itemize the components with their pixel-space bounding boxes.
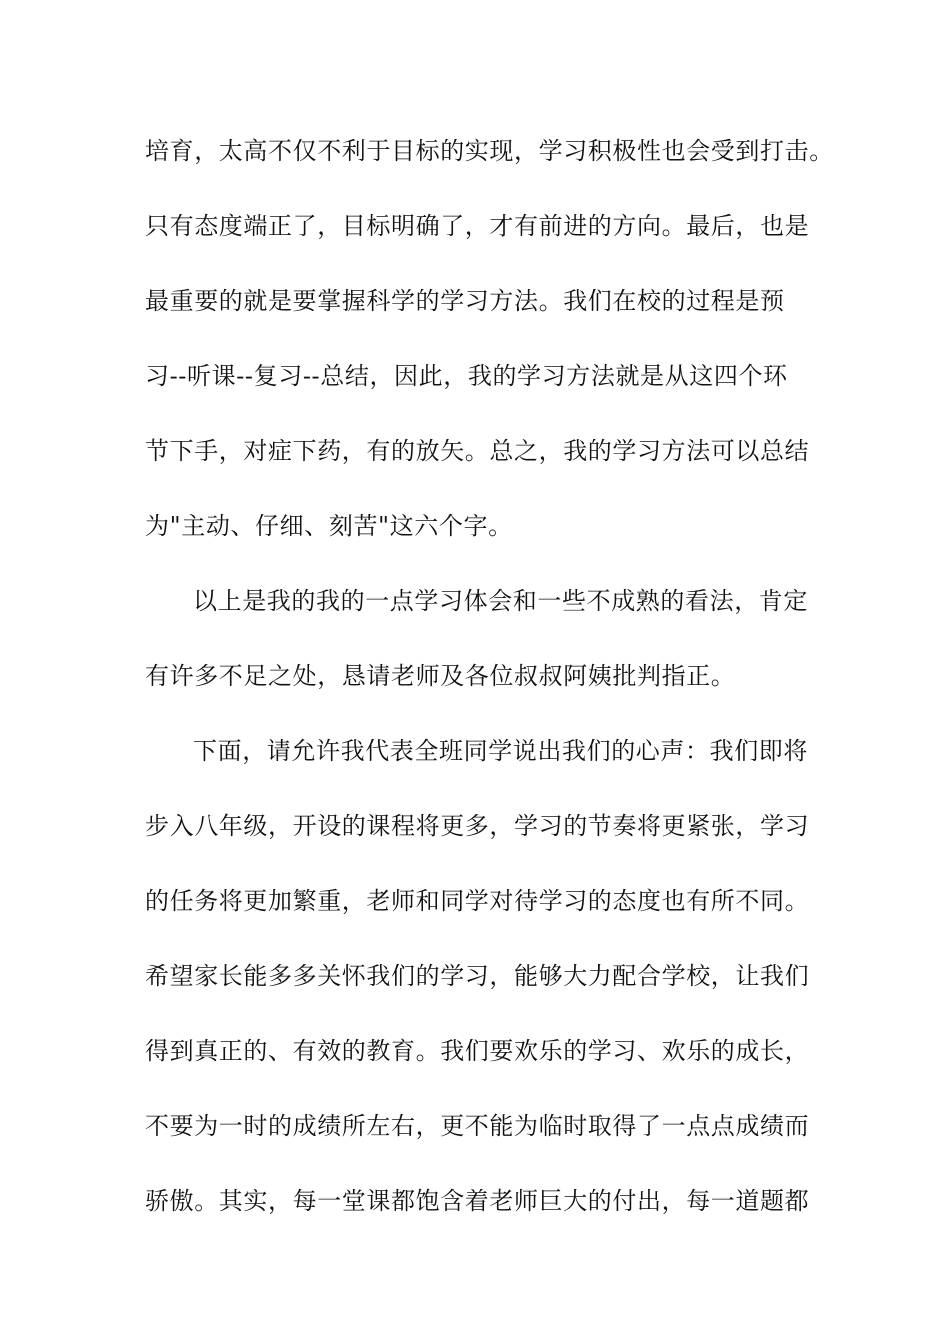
text-line: 最重要的就是要掌握科学的学习方法。我们在校的过程是预 bbox=[145, 287, 785, 315]
text-line: 以上是我的我的一点学习体会和一些不成熟的看法，肯定 bbox=[193, 587, 808, 615]
text-line: 不要为一时的成绩所左右，更不能为临时取得了一点点成绩而 bbox=[145, 1112, 810, 1140]
text-line: 步入八年级，开设的课程将更多，学习的节奏将更紧张，学习 bbox=[145, 812, 810, 840]
text-line: 下面，请允许我代表全班同学说出我们的心声：我们即将 bbox=[193, 737, 808, 765]
text-line: 为"主动、仔细、刻苦"这六个字。 bbox=[145, 512, 513, 540]
text-line: 希望家长能多多关怀我们的学习，能够大力配合学校，让我们 bbox=[145, 962, 810, 990]
text-line: 的任务将更加繁重，老师和同学对待学习的态度也有所不同。 bbox=[145, 887, 810, 915]
text-line: 得到真正的、有效的教育。我们要欢乐的学习、欢乐的成长， bbox=[145, 1037, 810, 1065]
text-line: 培育，太高不仅不利于目标的实现，学习积极性也会受到打击。 bbox=[145, 137, 834, 165]
text-line: 骄傲。其实，每一堂课都饱含着老师巨大的付出，每一道题都 bbox=[145, 1187, 810, 1215]
text-line: 只有态度端正了，目标明确了，才有前进的方向。最后，也是 bbox=[145, 212, 810, 240]
text-line: 有许多不足之处，恳请老师及各位叔叔阿姨批判指正。 bbox=[145, 662, 736, 690]
text-line: 习--听课--复习--总结，因此，我的学习方法就是从这四个环 bbox=[145, 362, 788, 390]
text-line: 节下手，对症下药，有的放矢。总之，我的学习方法可以总结 bbox=[145, 437, 810, 465]
